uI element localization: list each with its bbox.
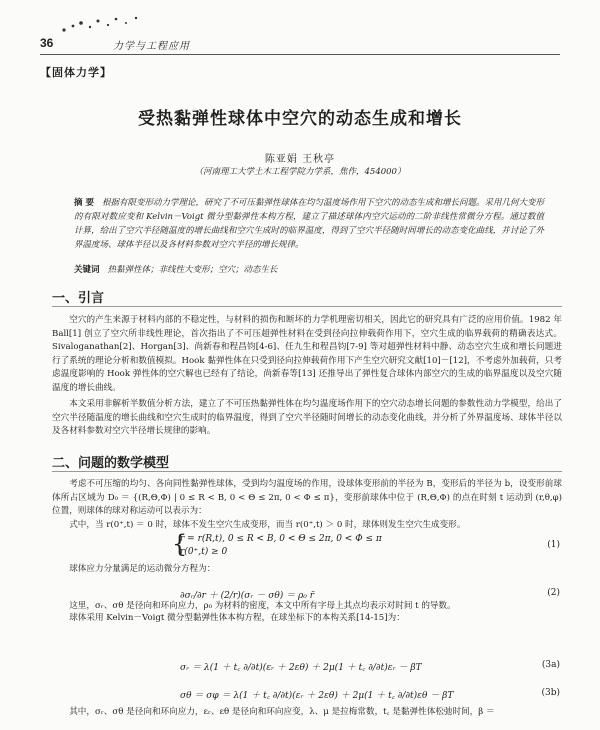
- model-paragraph-5: 球体采用 Kelvin－Voigt 微分型黏弹性体本构方程，在球坐标下的本构关系[14-15]为：: [69, 613, 405, 623]
- model-paragraph-6: 其中，σᵣ、σθ 是径向和环向应力，εᵣ、εθ 是径向和环向应变，λ、μ 是拉梅常数，t꜀ 是黏弹性体松弛时间，β ＝: [69, 707, 495, 717]
- equation-2-body: ∂σᵣ/∂r ＋ (2/r)(σᵣ － σθ) ＝ ρ₀ r̈: [180, 591, 315, 601]
- model-paragraph-2: 式中，当 r(0⁺,t) ＝ 0 时，球体不发生空穴生成变形，而当 r(0⁺,t) ＞ 0 时，球体则发生空穴生成变形。: [69, 520, 466, 530]
- abstract-label: 摘 要: [74, 198, 94, 208]
- equation-number: (3b): [541, 688, 560, 698]
- section-heading-introduction: 一、引言: [52, 291, 105, 306]
- equation-brace: {: [172, 530, 188, 558]
- journal-name: 力学与工程应用: [113, 41, 190, 52]
- equation-3a-body: σᵣ ＝ λ(1 ＋ t꜀ ∂/∂t)(εᵣ ＋ 2εθ) ＋ 2μ(1 ＋ t꜀ ∂/∂t)εᵣ － βT: [180, 663, 422, 673]
- model-paragraph-4: 这里，σᵣ、σθ 是径向和环向应力，ρ₀ 为材料的密度，本文中所有字母上其点均表示对时间 t 的导数。: [69, 601, 456, 611]
- authors: 陈亚娟 王秋亭: [264, 154, 336, 165]
- model-paragraph-3: 球体应力分量满足的运动微分方程为：: [69, 564, 216, 574]
- equation-number: (2): [547, 588, 560, 598]
- header-rule: [40, 54, 560, 55]
- equation-number: (1): [547, 540, 560, 550]
- equation-3b-body: σθ ＝ σφ ＝ λ(1 ＋ t꜀ ∂/∂t)(εᵣ ＋ 2εθ) ＋ 2μ(1 ＋ t꜀ ∂/∂t)εθ － βT: [180, 691, 454, 701]
- section-rule: [52, 306, 562, 307]
- intro-paragraph-2: 本文采用非解析半数值分析方法，建立了不可压热黏弹性体在均匀温度场作用下的空穴动态增长问题的参数性动力学模型，给出了空穴半径随温度的增长曲线和空穴生成时的临界温度，得到了空穴半径随时间增长的动态变化曲线，并分析了外界温度场、球体半径以及各材料参数对空穴半径增长规律的影响。: [52, 399, 562, 437]
- equation-1: [60, 530, 560, 559]
- column-tag: 【固体力学】: [40, 66, 112, 79]
- affiliation: （河南理工大学土木工程学院力学系，焦作，454000）: [194, 167, 406, 177]
- abstract-text: 根据有限变形动力学理论，研究了不可压黏弹性球体在均匀温度场作用下空穴的动态生成和增长问题。采用几何大变形的有限对数应变和 Kelvin－Voigt 微分型黏弹性本构方程，建立了描述球体内空穴运动的二阶非线性常微分方程。通过数值计算，给出了空穴半径随温度的增长曲线和空穴生成时的临界温度，得到了空穴半径随时间增长的动态变化曲线，并讨论了外界温度场、球体半径以及各材料参数对空穴半径的增长规律。: [74, 198, 544, 250]
- keywords-text: 热黏弹性体；非线性大变形；空穴；动态生长: [107, 265, 278, 275]
- section-heading-model: 二、问题的数学模型: [52, 456, 170, 471]
- keywords: [74, 263, 544, 275]
- page-number: 36: [40, 36, 54, 50]
- header-dots-ornament: [58, 14, 148, 36]
- equation-number: (3a): [541, 660, 560, 670]
- section-rule: [52, 471, 562, 472]
- intro-paragraph-1: 空穴的产生来源于材料内部的不稳定性，与材料的损伤和断坏的力学机理密切相关，因此它的研究具有广泛的应用价值。1982 年 Ball[1] 创立了空穴所非线性理论，首次指出了不可压超弹性材料在受到径向拉伸载荷作用下，空穴生成的临界载荷的精确表达式。Sivaloganathan[2]、Horgan[3]、尚新春和程昌钧[4-6]、任九生和程昌钧[7-9] 等对超弹性材料中静、动态空穴生成和增长问题进行了系统的理论分析和数值模拟。Hook 黏弹性体在只受到径向拉伸载荷作用下产生空穴研究文献[10]－[12]，不考虑外加载荷，只考虑温度影响的 Hook 弹性体的空穴解也已经有了结论，尚新春等[13] 还推导出了弹性复合球体内部空穴的生成的临界温度以及空穴随温度的增长曲线。: [52, 315, 562, 393]
- article-title: 受热黏弹性球体中空穴的动态生成和增长: [138, 109, 462, 129]
- abstract: [74, 196, 544, 252]
- equation-1-line-2: r(0⁺,t) ≥ 0: [180, 547, 228, 557]
- equation-1-line-1: r = r(R,t), 0 ≤ R < B, 0 < Θ ≤ 2π, 0 < Φ ≤ π: [180, 534, 382, 544]
- model-paragraph-1: 考虑不可压缩的均匀、各向同性黏弹性球体，受到均匀温度场的作用，设球体变形前的半径为 B，变形后的半径为 b，设变形前球体所占区域为 D₀ ＝ {(R,Θ,Φ) | 0 ≤ R < B, 0 < Θ ≤ 2π, 0 < Φ ≤ π}，变形前球体中位于 (R,Θ,Φ) 的点在时刻 t 运动到 (r,θ,φ) 位置，则球体的球对称运动可以表示为：: [52, 479, 562, 517]
- keywords-label: 关键词: [74, 265, 100, 275]
